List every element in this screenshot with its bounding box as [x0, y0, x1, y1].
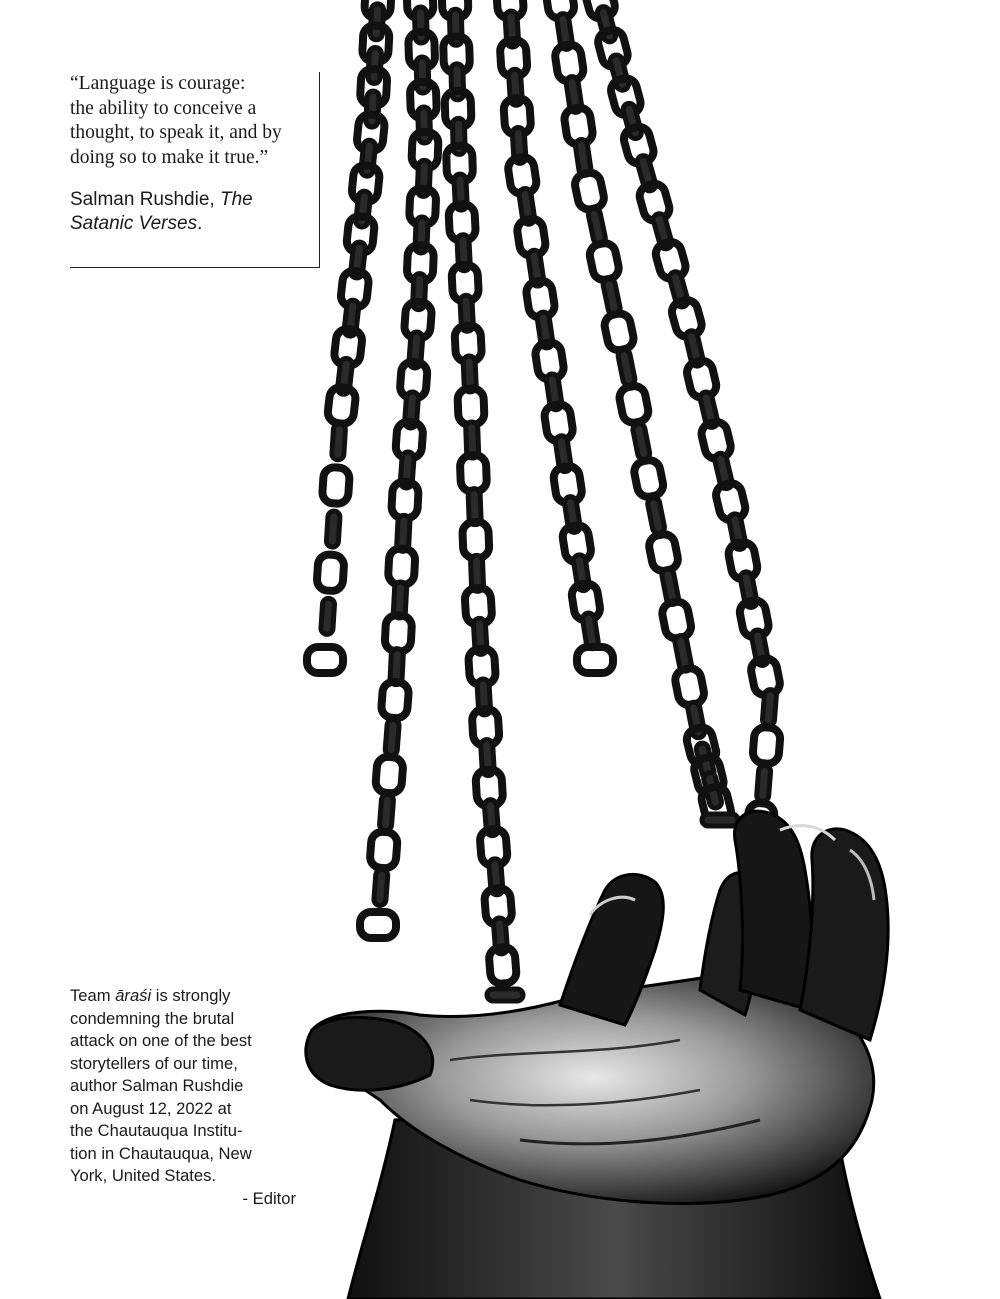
hanging-chains — [307, 0, 782, 1001]
attribution-author: Salman Rushdie, — [70, 189, 220, 210]
quote-text — [70, 72, 319, 170]
chain-link — [374, 869, 389, 906]
attribution-source-title-part2: Satanic Verses — [70, 213, 198, 234]
chain — [496, 0, 613, 673]
chain-link — [375, 756, 404, 794]
chain-link — [588, 241, 621, 282]
note-line: storytellers of our time, — [70, 1053, 238, 1073]
chain-link — [603, 312, 636, 353]
chain-link — [702, 814, 738, 826]
chain-link — [385, 719, 400, 756]
chain-link — [618, 384, 651, 424]
chain-link — [487, 989, 523, 1001]
chain-link — [332, 423, 346, 460]
quote-line: the ability to conceive a — [70, 97, 257, 119]
chain-link — [321, 598, 335, 635]
note-line: author Salman Rushdie — [70, 1076, 244, 1095]
chain — [442, 0, 523, 1001]
note-line: on August 12, 2022 at — [70, 1098, 232, 1118]
chain-link — [647, 497, 666, 535]
team-prefix: Team — [70, 986, 116, 1005]
chain-link — [673, 667, 705, 707]
ring-finger — [735, 811, 813, 1010]
chain-link — [416, 57, 429, 93]
note-line: condemning the brutal — [70, 1008, 235, 1028]
quote-line: thought, to speak it, and by — [70, 122, 282, 143]
editor-note — [70, 985, 310, 1210]
quote-box — [70, 72, 320, 268]
note-line: attack on one of the best — [70, 1031, 252, 1050]
pinky-finger — [800, 829, 888, 1040]
chain-link — [307, 647, 343, 673]
chain-link — [316, 554, 344, 592]
chain-link — [632, 458, 665, 498]
attribution-period: . — [197, 213, 203, 234]
chain-link — [379, 794, 394, 831]
attribution-source-title-part1: The — [219, 189, 253, 210]
quote-line: doing so to make it true.” — [70, 146, 269, 168]
chain-link — [617, 349, 636, 387]
note-line: the Chautauqua Institu- — [70, 1121, 243, 1140]
chain-link — [418, 107, 431, 143]
chain-link — [752, 727, 781, 765]
chain-link — [573, 171, 606, 212]
note-line: tion in Chautauqua, New — [70, 1143, 252, 1163]
chain-link — [577, 647, 613, 673]
chain-link — [322, 467, 350, 505]
chain — [583, 0, 782, 941]
editor-signature: - Editor — [242, 1188, 296, 1208]
chain-link — [647, 532, 679, 572]
note-line: is strongly — [151, 986, 231, 1005]
chain-link — [369, 831, 398, 869]
note-line: York, United States. — [70, 1166, 217, 1185]
chain-link — [632, 423, 651, 461]
team-name: āraśi — [115, 986, 152, 1005]
chain-link — [360, 912, 396, 938]
chain-link — [414, 7, 427, 43]
open-hand — [306, 811, 888, 1299]
quote-attribution — [70, 188, 319, 236]
chain-link — [756, 765, 771, 802]
chain-link — [660, 600, 692, 640]
chain-link — [366, 91, 380, 128]
quote-line: “Language is courage: — [70, 73, 246, 94]
chain-link — [326, 511, 340, 548]
chain-link — [762, 689, 777, 726]
